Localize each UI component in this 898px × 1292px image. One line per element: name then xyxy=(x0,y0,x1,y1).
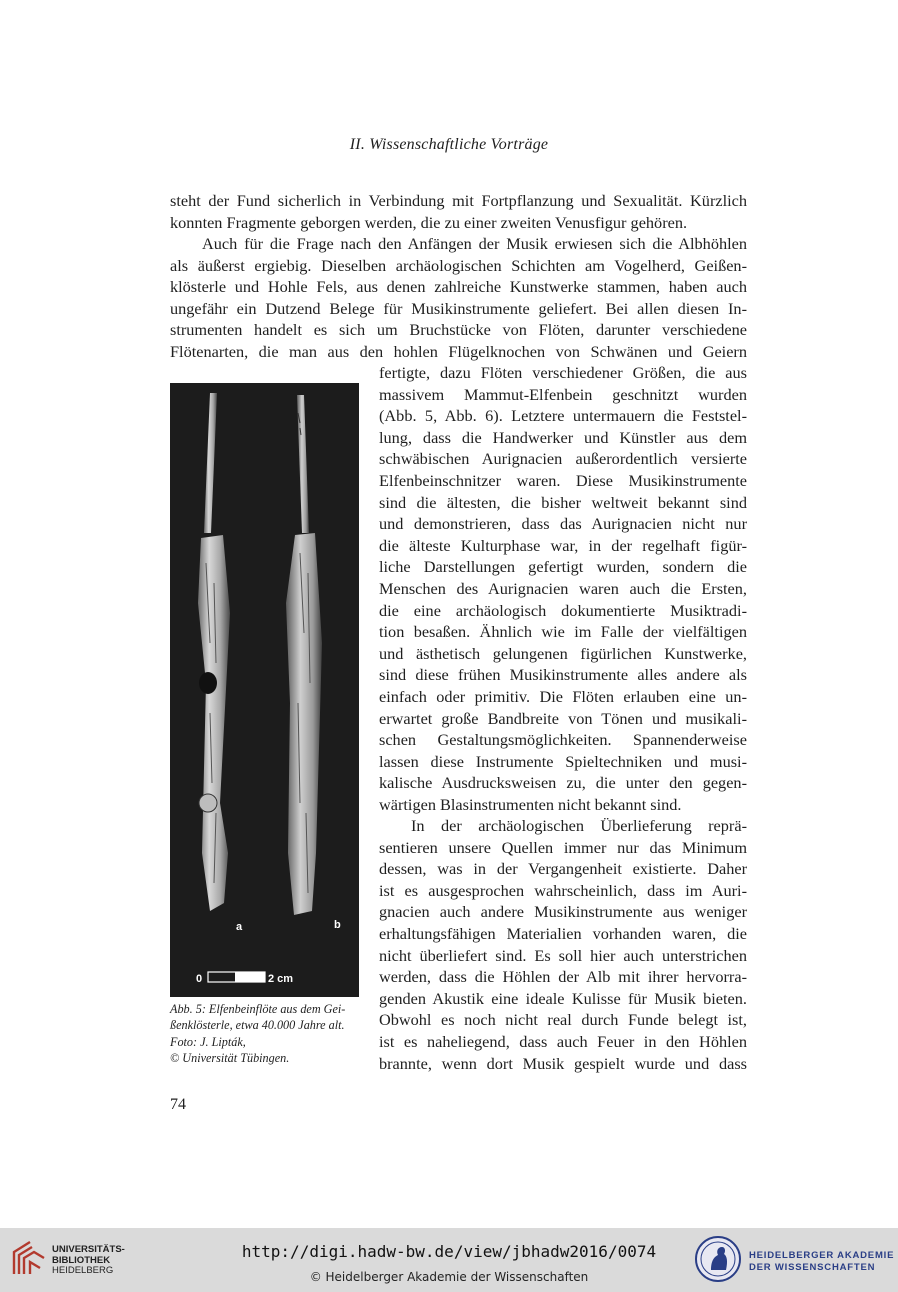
text-line: steht der Fund sicherlich in Verbindung mit Fortpflanzung und Sexualität. Kürzlich xyxy=(170,191,747,210)
label-a: a xyxy=(236,921,243,933)
text-line: gnacien auch andere Musikinstrumente aus weniger xyxy=(379,902,747,922)
text-line: massivem Mammut-Elfenbein geschnitzt wurden xyxy=(379,384,747,404)
ub-line: BIBLIOTHEK xyxy=(52,1254,111,1266)
scale-label: 2 cm xyxy=(268,973,294,985)
academy-line: HEIDELBERGER AKADEMIE xyxy=(749,1250,895,1261)
permalink-url[interactable]: http://digi.hadw-bw.de/view/jbhadw2016/0074 xyxy=(241,1242,657,1261)
caption-line: ßenklösterle, etwa 40.000 Jahre alt. xyxy=(170,1018,345,1033)
flute-photo xyxy=(170,383,359,997)
text-line: Elfenbeinschnitzer waren. Diese Musikinstrumente xyxy=(379,470,747,490)
paragraph-3 xyxy=(379,815,747,1074)
text-line: sind die ältesten, die bisher weltweit bekannt sind xyxy=(379,492,747,512)
running-head: II. Wissenschaftliche Vorträge xyxy=(349,136,549,153)
ub-line: HEIDELBERG xyxy=(52,1265,114,1276)
text-line: Flötenarten, die man aus den hohlen Flügelknochen von Schwänen und Geiern xyxy=(170,341,747,361)
caption-line: © Universität Tübingen. xyxy=(170,1051,290,1066)
text-line: tion besaßen. Ähnlich wie im Falle der vielfältigen xyxy=(379,622,747,642)
text-line: lassen diese Instrumente Spieltechniken und musi- xyxy=(379,751,747,771)
text-line: genden Akustik eine ideale Kulisse für Musik bieten. xyxy=(379,988,747,1008)
text-line: und demonstrieren, dass das Aurignacien nicht nur xyxy=(379,514,747,534)
flute-a xyxy=(198,393,230,911)
text-line: Auch für die Frage nach den Anfängen der Musik erwiesen sich die Albhöhlen xyxy=(202,234,747,253)
text-line: sentieren unsere Quellen immer nur das Minimum xyxy=(379,837,747,857)
page-number: 74 xyxy=(170,1096,186,1113)
text-line: schwäbischen Aurignacien außerordentlich versierte xyxy=(379,449,747,469)
text-line: einfach oder primitiv. Die Flöten erlauben eine un- xyxy=(379,686,747,706)
text-line: ungefähr ein Dutzend Belege für Musikinstrumente geliefert. Bei allen diesen In- xyxy=(170,298,747,318)
text-line: als äußerst ergiebig. Dieselben archäologischen Schichten am Vogelherd, Geißen- xyxy=(170,255,747,275)
text-line: klösterle und Hohle Fels, aus denen zahlreiche Kunstwerke stammen, haben auch xyxy=(170,277,747,297)
text-line: brannte, wenn dort Musik gespielt wurde und dass xyxy=(379,1053,747,1073)
ub-line: UNIVERSITÄTS- xyxy=(52,1244,125,1255)
text-line: lung, dass die Handwerker und Künstler aus dem xyxy=(379,427,747,447)
text-line: konnten Fragmente geborgen werden, die zu einer zweiten Venusfigur gehören. xyxy=(170,212,688,232)
text-line: erwartet große Bandbreite von Tönen und musikali- xyxy=(379,708,747,728)
text-line: werden, dass die Höhlen der Alb mit ihrer hervorra- xyxy=(379,967,747,987)
text-line: die älteste Kulturphase war, in der regelhaft figür- xyxy=(379,535,747,555)
scale-zero-label: 0 xyxy=(196,973,203,985)
text-line: kalische Ausdrucksweisen zu, die unter den gegen- xyxy=(379,773,747,793)
text-line: sind diese frühen Musikinstrumente alles andere als xyxy=(379,665,747,685)
text-line: die eine archäologisch dokumentierte Musiktradi- xyxy=(379,600,747,620)
flute-photo-graphic xyxy=(170,383,359,997)
text-line: schen Gestaltungsmöglichkeiten. Spannenderweise xyxy=(379,730,747,750)
paragraph-2-full xyxy=(170,233,747,363)
scale-bar-light xyxy=(235,972,265,982)
text-line: strumenten handelt es sich um Bruchstücke von Flöten, darunter verschiedene xyxy=(170,320,747,340)
academy-name xyxy=(749,1250,894,1274)
text-line: fertigte, dazu Flöten verschiedener Größen, die aus xyxy=(379,363,747,382)
text-line: liche Darstellungen gefertigt wurden, sondern die xyxy=(379,557,747,577)
flute-b xyxy=(286,395,322,915)
text-line: (Abb. 5, Abb. 6). Letztere untermauern die Feststel- xyxy=(379,406,747,426)
text-line: Obwohl es noch nicht real durch Funde belegt ist, xyxy=(379,1010,747,1030)
academy-line: DER WISSENSCHAFTEN xyxy=(749,1262,876,1273)
text-line: Menschen des Aurignacien waren auch die Ersten, xyxy=(379,578,747,598)
text-line: nicht überliefert sind. Es soll hier auch unterstrichen xyxy=(379,945,747,965)
label-b: b xyxy=(334,919,341,931)
text-line: ist es naheliegend, dass auch Feuer in den Höhlen xyxy=(379,1031,747,1051)
caption-line: Abb. 5: Elfenbeinflöte aus dem Gei- xyxy=(170,1002,346,1016)
academy-seal-icon xyxy=(694,1235,742,1283)
figure-caption xyxy=(170,1001,360,1067)
paragraph-2-column xyxy=(379,362,747,815)
text-line: dessen, was in der Vergangenheit existierte. Daher xyxy=(379,859,747,879)
text-line: wärtigen Blasinstrumenten nicht bekannt sind. xyxy=(379,794,682,814)
text-line: In der archäologischen Überlieferung reprä- xyxy=(411,816,747,835)
text-line: ist es ausgesprochen wahrscheinlich, dass im Auri- xyxy=(379,880,747,900)
text-line: erhaltungsfähigen Materialien vorhanden waren, die xyxy=(379,923,747,943)
copyright-notice: © Heidelberger Akademie der Wissenschaften xyxy=(309,1270,589,1284)
text-line: und ästhetisch gelungenen figürlichen Kunstwerke, xyxy=(379,643,747,663)
caption-line: Foto: J. Lipták, xyxy=(170,1034,246,1049)
paragraph-1 xyxy=(170,190,747,233)
